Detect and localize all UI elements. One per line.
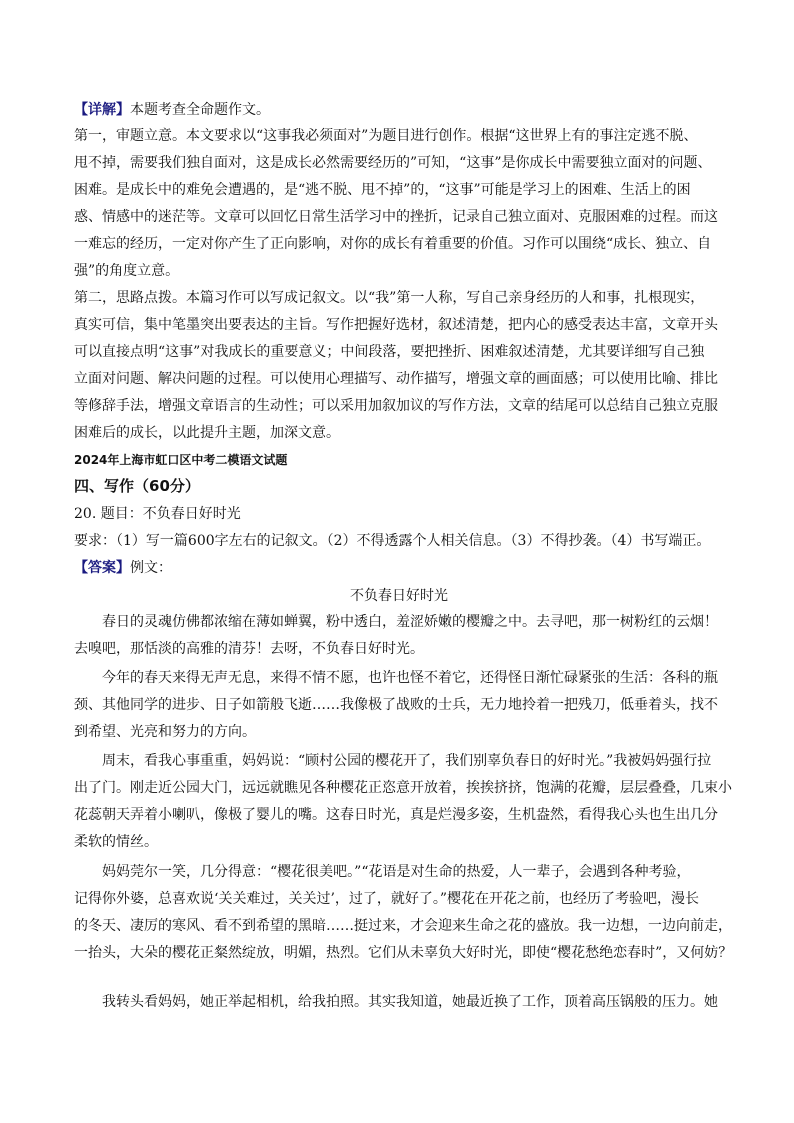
explanation-tag: 【详解】 bbox=[74, 102, 130, 118]
essay-line: 周末，看我心事重重，妈妈说：“顾村公园的樱花开了，我们别辜负春日的好时光。”我被妈妈强行拉 bbox=[102, 753, 712, 769]
question-title: 20. 题目：不负春日好时光 bbox=[74, 506, 241, 522]
essay-line: 一抬头，大朵的樱花正粲然绽放，明媚，热烈。它们从未辜负大好时光，即使“樱花愁绝恋春时”，又何妨？ bbox=[74, 945, 733, 961]
essay-line: 妈妈莞尔一笑，几分得意：“樱花很美吧。”“花语是对生命的热爱，人一辈子，会遇到各种考验， bbox=[102, 864, 691, 880]
explanation-line: 强”的角度立意。 bbox=[74, 263, 180, 279]
explanation-header bbox=[74, 100, 270, 120]
explanation-line: 等修辞手法，增强文章语言的生动性；可以采用加叙加议的写作方法，文章的结尾可以总结自己独立克服 bbox=[74, 398, 718, 414]
explanation-line: 第一，审题立意。本文要求以“这事我必须面对”为题目进行创作。根据“这世界上有的事注定逃不脱、 bbox=[74, 128, 698, 144]
essay-line: 春日的灵魂仿佛都浓缩在薄如蝉翼，粉中透白，羞涩娇嫩的樱瓣之中。去寻吧，那一树粉红的云烟！ bbox=[102, 614, 718, 630]
explanation-line: 可以直接点明“这事”对我成长的重要意义；中间段落，要把挫折、困难叙述清楚，尤其要详细写自己独 bbox=[74, 344, 705, 360]
essay-line: 的冬天、凄厉的寒风、看不到希望的黑暗……挺过来，才会迎来生命之花的盛放。我一边想，一边向前走， bbox=[74, 918, 732, 934]
explanation-line: 真实可信，集中笔墨突出要表达的主旨。写作把握好选材，叙述清楚，把内心的感受表达丰富，文章开头 bbox=[74, 317, 718, 333]
requirements: 要求：（1）写一篇600字左右的记叙文。（2）不得透露个人相关信息。（3）不得抄袭。（4）书写端正。 bbox=[74, 533, 711, 549]
essay-title: 不负春日好时光 bbox=[350, 588, 448, 604]
essay-line: 柔软的情丝。 bbox=[74, 834, 158, 850]
answer-intro: 例文： bbox=[130, 560, 172, 576]
answer-tag: 【答案】 bbox=[74, 560, 130, 576]
explanation-line: 困难后的成长，以此提升主题，加深文意。 bbox=[74, 425, 340, 441]
explanation-line: 立面对问题、解决问题的过程。可以使用心理描写、动作描写，增强文章的画面感；可以使用比喻、排比 bbox=[74, 371, 718, 387]
explanation-line: 甩不掉，需要我们独自面对，这是成长必然需要经历的”可知，“这事”是你成长中需要独立面对的问题、 bbox=[74, 155, 712, 171]
explanation-line: 惑、情感中的迷茫等。文章可以回忆日常生活学习中的挫折，记录自己独立面对、克服困难的过程。而这 bbox=[74, 209, 718, 225]
essay-line: 花蕊朝天弄着小喇叭，像极了婴儿的嘴。这春日时光，真是烂漫多姿，生机盎然，看得我心头也生出几分 bbox=[74, 807, 718, 823]
essay-line: 颈、其他同学的进步、日子如箭般飞逝……我像极了战败的士兵，无力地拎着一把残刀，低垂着头，找不 bbox=[74, 697, 718, 713]
explanation-line: 一难忘的经历，一定对你产生了正向影响，对你的成长有着重要的价值。习作可以围绕“成长、独立、自 bbox=[74, 236, 712, 252]
explanation-intro: 本题考查全命题作文。 bbox=[130, 102, 270, 118]
source-title: 2024年上海市虹口区中考二模语文试题 bbox=[74, 453, 288, 467]
essay-line: 记得你外婆，总喜欢说‘关关难过，关关过’，过了，就好了。”樱花在开花之前，也经历了考验吧，漫长 bbox=[74, 891, 700, 907]
explanation-line: 困难。是成长中的难免会遭遇的，是“逃不脱、甩不掉”的，“这事”可能是学习上的困难、生活上的困 bbox=[74, 182, 691, 198]
essay-line: 去嗅吧，那恬淡的高雅的清芬！去呀，不负春日好时光。 bbox=[74, 641, 424, 657]
explanation-line: 第二，思路点拨。本篇习作可以写成记叙文。以“我”第一人称，写自己亲身经历的人和事，扎根现实， bbox=[74, 290, 705, 306]
essay-line: 到希望、光亮和努力的方向。 bbox=[74, 724, 256, 740]
section-heading: 四、写作（60分） bbox=[74, 477, 200, 495]
essay-line: 我转头看妈妈，她正举起相机，给我拍照。其实我知道，她最近换了工作，顶着高压锅般的压力。她 bbox=[102, 994, 718, 1010]
essay-line: 出了门。刚走近公园大门，远远就瞧见各种樱花正恣意开放着，挨挨挤挤，饱满的花瓣，层层叠叠，几束小 bbox=[74, 780, 732, 796]
answer-header bbox=[74, 558, 172, 578]
essay-line: 今年的春天来得无声无息，来得不情不愿，也许也怪不着它，还得怪日渐忙碌紧张的生活：各科的瓶 bbox=[102, 670, 718, 686]
